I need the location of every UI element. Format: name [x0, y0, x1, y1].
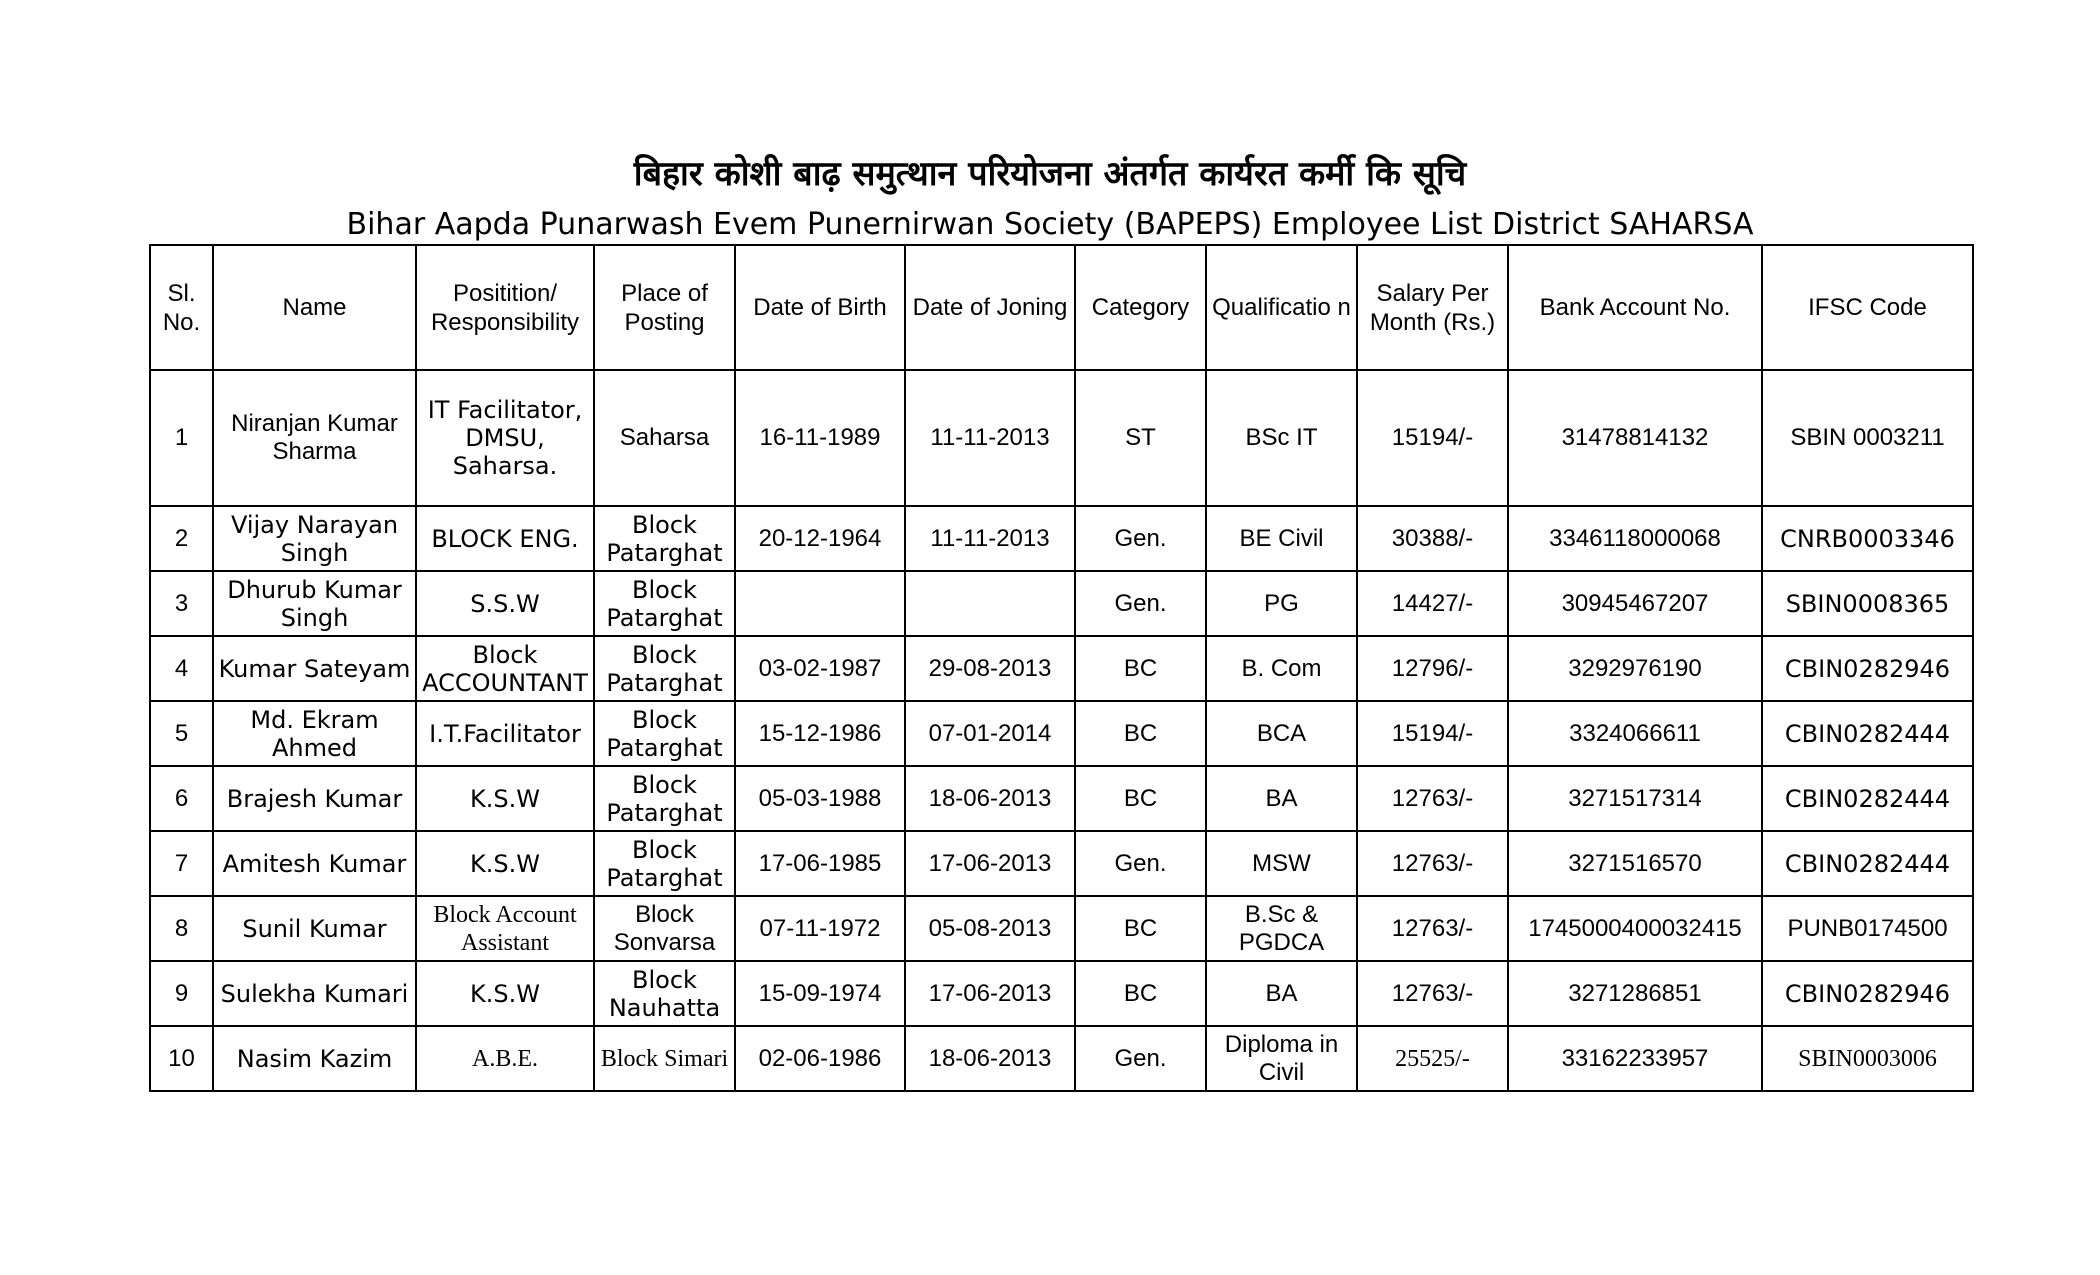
cell-dob: 03-02-1987 — [735, 636, 905, 701]
cell-salary: 12763/- — [1357, 961, 1508, 1026]
header-dob: Date of Birth — [735, 245, 905, 370]
cell-dob: 15-12-1986 — [735, 701, 905, 766]
cell-sl: 10 — [150, 1026, 213, 1091]
cell-ifsc: SBIN0008365 — [1762, 571, 1973, 636]
cell-ifsc: PUNB0174500 — [1762, 896, 1973, 961]
employee-table — [149, 244, 1974, 1092]
cell-ifsc: CBIN0282444 — [1762, 766, 1973, 831]
cell-qualification: Diploma in Civil — [1206, 1026, 1357, 1091]
cell-salary: 12763/- — [1357, 896, 1508, 961]
cell-sl: 6 — [150, 766, 213, 831]
cell-bank: 3292976190 — [1508, 636, 1762, 701]
cell-sl: 7 — [150, 831, 213, 896]
header-position: Positition/ Responsibility — [416, 245, 594, 370]
cell-ifsc: SBIN 0003211 — [1762, 370, 1973, 506]
cell-posting: Block Simari — [594, 1026, 735, 1091]
header-salary: Salary Per Month (Rs.) — [1357, 245, 1508, 370]
cell-doj: 17-06-2013 — [905, 961, 1075, 1026]
cell-qualification: B.Sc & PGDCA — [1206, 896, 1357, 961]
cell-salary: 15194/- — [1357, 370, 1508, 506]
cell-ifsc: CBIN0282444 — [1762, 701, 1973, 766]
cell-dob: 07-11-1972 — [735, 896, 905, 961]
header-qualification: Qualificatio n — [1206, 245, 1357, 370]
table-row — [150, 370, 1973, 506]
cell-category: BC — [1075, 961, 1206, 1026]
cell-doj: 05-08-2013 — [905, 896, 1075, 961]
cell-position: S.S.W — [416, 571, 594, 636]
cell-ifsc: CBIN0282946 — [1762, 636, 1973, 701]
cell-bank: 3271517314 — [1508, 766, 1762, 831]
cell-dob: 05-03-1988 — [735, 766, 905, 831]
cell-position: BLOCK ENG. — [416, 506, 594, 571]
cell-posting: Block Patarghat — [594, 636, 735, 701]
cell-sl: 1 — [150, 370, 213, 506]
cell-salary: 12763/- — [1357, 831, 1508, 896]
cell-posting: Block Nauhatta — [594, 961, 735, 1026]
header-name: Name — [213, 245, 416, 370]
cell-dob: 17-06-1985 — [735, 831, 905, 896]
cell-name: Md. Ekram Ahmed — [213, 701, 416, 766]
cell-position: K.S.W — [416, 831, 594, 896]
cell-position: I.T.Facilitator — [416, 701, 594, 766]
cell-category: BC — [1075, 766, 1206, 831]
cell-dob: 16-11-1989 — [735, 370, 905, 506]
cell-sl: 2 — [150, 506, 213, 571]
cell-category: BC — [1075, 636, 1206, 701]
cell-sl: 9 — [150, 961, 213, 1026]
cell-dob — [735, 571, 905, 636]
cell-position: Block Account Assistant — [416, 896, 594, 961]
cell-ifsc: SBIN0003006 — [1762, 1026, 1973, 1091]
cell-category: Gen. — [1075, 831, 1206, 896]
cell-salary: 12796/- — [1357, 636, 1508, 701]
cell-category: ST — [1075, 370, 1206, 506]
cell-posting: Block Sonvarsa — [594, 896, 735, 961]
header-ifsc: IFSC Code — [1762, 245, 1973, 370]
cell-qualification: BA — [1206, 961, 1357, 1026]
cell-name: Sunil Kumar — [213, 896, 416, 961]
cell-category: BC — [1075, 896, 1206, 961]
cell-salary: 15194/- — [1357, 701, 1508, 766]
cell-salary: 14427/- — [1357, 571, 1508, 636]
cell-bank: 30945467207 — [1508, 571, 1762, 636]
cell-position: K.S.W — [416, 961, 594, 1026]
cell-qualification: B. Com — [1206, 636, 1357, 701]
cell-name: Amitesh Kumar — [213, 831, 416, 896]
cell-position: IT Facilitator, DMSU, Saharsa. — [416, 370, 594, 506]
cell-sl: 4 — [150, 636, 213, 701]
cell-posting: Block Patarghat — [594, 831, 735, 896]
cell-posting: Block Patarghat — [594, 766, 735, 831]
cell-name: Niranjan Kumar Sharma — [213, 370, 416, 506]
cell-doj: 11-11-2013 — [905, 370, 1075, 506]
cell-ifsc: CBIN0282946 — [1762, 961, 1973, 1026]
table-row — [150, 636, 1973, 701]
cell-bank: 3271516570 — [1508, 831, 1762, 896]
cell-name: Nasim Kazim — [213, 1026, 416, 1091]
cell-qualification: PG — [1206, 571, 1357, 636]
cell-qualification: BCA — [1206, 701, 1357, 766]
cell-qualification: BE Civil — [1206, 506, 1357, 571]
table-row — [150, 766, 1973, 831]
cell-category: Gen. — [1075, 571, 1206, 636]
cell-bank: 31478814132 — [1508, 370, 1762, 506]
cell-posting: Saharsa — [594, 370, 735, 506]
cell-doj: 07-01-2014 — [905, 701, 1075, 766]
page-title-hindi: बिहार कोशी बाढ़ समुत्थान परियोजना अंतर्गत कार्यरत कर्मी कि सूचि — [633, 154, 1467, 194]
cell-dob: 20-12-1964 — [735, 506, 905, 571]
cell-sl: 8 — [150, 896, 213, 961]
header-bank: Bank Account No. — [1508, 245, 1762, 370]
header-row — [150, 245, 1973, 370]
cell-position: A.B.E. — [416, 1026, 594, 1091]
cell-sl: 5 — [150, 701, 213, 766]
cell-doj: 18-06-2013 — [905, 1026, 1075, 1091]
cell-doj — [905, 571, 1075, 636]
cell-doj: 18-06-2013 — [905, 766, 1075, 831]
cell-qualification: MSW — [1206, 831, 1357, 896]
cell-dob: 02-06-1986 — [735, 1026, 905, 1091]
cell-bank: 3324066611 — [1508, 701, 1762, 766]
header-sl: Sl. No. — [150, 245, 213, 370]
cell-name: Dhurub Kumar Singh — [213, 571, 416, 636]
cell-sl: 3 — [150, 571, 213, 636]
cell-position: K.S.W — [416, 766, 594, 831]
cell-bank: 33162233957 — [1508, 1026, 1762, 1091]
table-row — [150, 1026, 1973, 1091]
table-row — [150, 701, 1973, 766]
cell-posting: Block Patarghat — [594, 571, 735, 636]
cell-ifsc: CNRB0003346 — [1762, 506, 1973, 571]
cell-name: Vijay Narayan Singh — [213, 506, 416, 571]
cell-ifsc: CBIN0282444 — [1762, 831, 1973, 896]
page-title-english: Bihar Aapda Punarwash Evem Punernirwan Society (BAPEPS) Employee List District SAHARSA — [346, 207, 1754, 242]
cell-posting: Block Patarghat — [594, 701, 735, 766]
cell-name: Kumar Sateyam — [213, 636, 416, 701]
cell-bank: 3271286851 — [1508, 961, 1762, 1026]
header-posting: Place of Posting — [594, 245, 735, 370]
cell-qualification: BA — [1206, 766, 1357, 831]
cell-category: Gen. — [1075, 1026, 1206, 1091]
cell-bank: 3346118000068 — [1508, 506, 1762, 571]
header-category: Category — [1075, 245, 1206, 370]
cell-position: Block ACCOUNTANT — [416, 636, 594, 701]
cell-doj: 17-06-2013 — [905, 831, 1075, 896]
cell-category: BC — [1075, 701, 1206, 766]
table-row — [150, 571, 1973, 636]
cell-qualification: BSc IT — [1206, 370, 1357, 506]
cell-category: Gen. — [1075, 506, 1206, 571]
cell-posting: Block Patarghat — [594, 506, 735, 571]
cell-doj: 11-11-2013 — [905, 506, 1075, 571]
cell-name: Sulekha Kumari — [213, 961, 416, 1026]
cell-doj: 29-08-2013 — [905, 636, 1075, 701]
table-row — [150, 506, 1973, 571]
table-row — [150, 831, 1973, 896]
cell-salary: 30388/- — [1357, 506, 1508, 571]
cell-salary: 12763/- — [1357, 766, 1508, 831]
cell-bank: 1745000400032415 — [1508, 896, 1762, 961]
table-row — [150, 961, 1973, 1026]
header-doj: Date of Joning — [905, 245, 1075, 370]
cell-dob: 15-09-1974 — [735, 961, 905, 1026]
table-row — [150, 896, 1973, 961]
cell-salary: 25525/- — [1357, 1026, 1508, 1091]
cell-name: Brajesh Kumar — [213, 766, 416, 831]
